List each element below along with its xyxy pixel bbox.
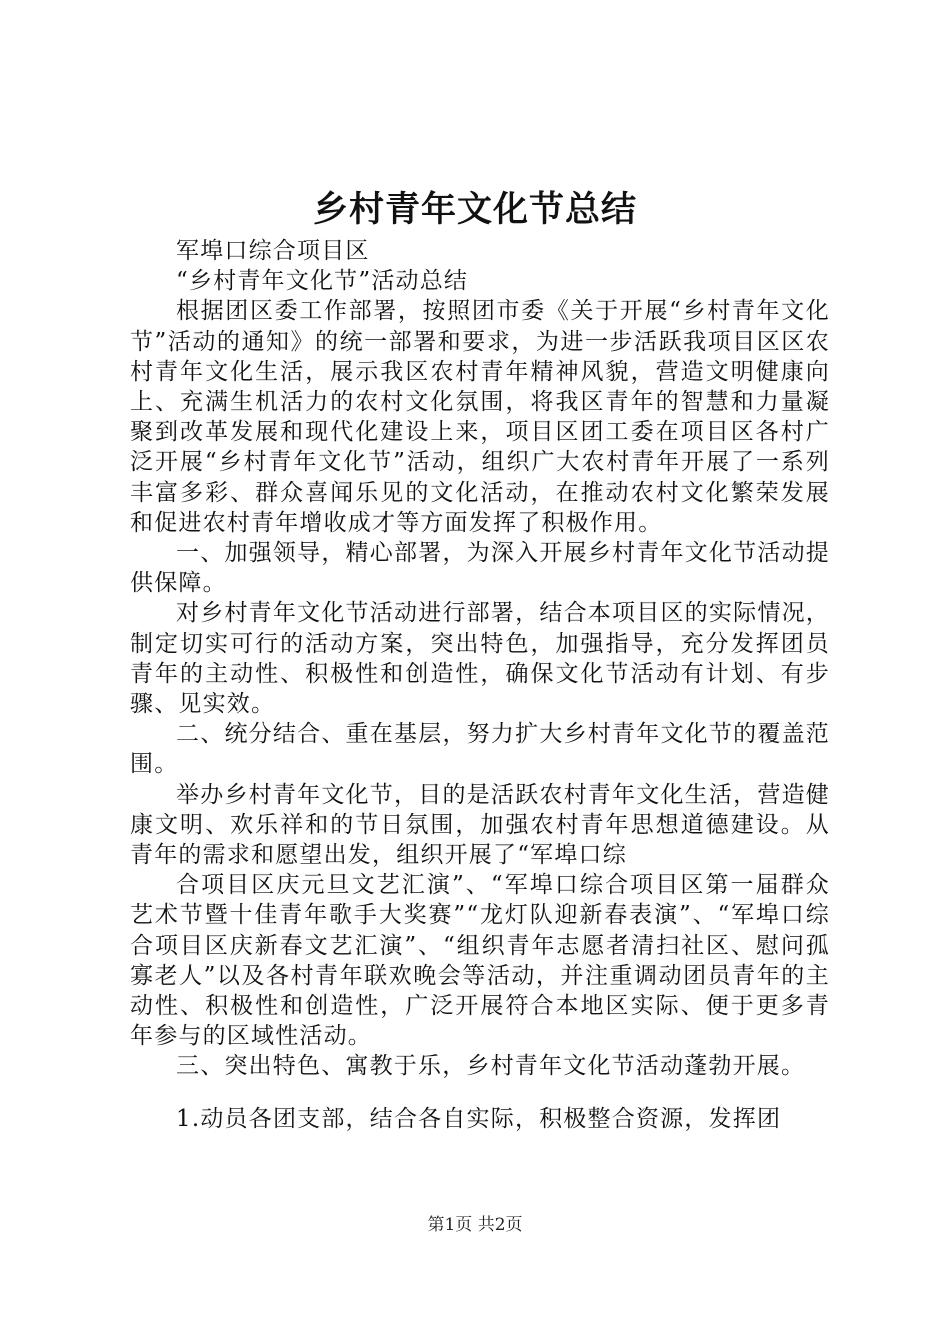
subtitle-line: “乡村青年文化节”活动总结 (176, 268, 469, 295)
document-title: 乡村青年文化节总结 (312, 189, 637, 230)
section-paragraph-2b: 合项目区庆元旦文艺汇演”、“军埠口综合项目区第一届群众艺术节暨十佳青年歌手大奖赛”“龙灯队迎新春表演”、“军埠口综合项目区庆新春文艺汇演”、“组织青年志愿者清扫社区、慰问孤寡老人”以及各村青年联欢晚会等活动，并注重调动团员青年的主动性、积极性和创造性，广泛开展符合本地区实际、便于更多青年参与的区域性活动。 (130, 872, 830, 1050)
section-paragraph-1: 对乡村青年文化节活动进行部署，结合本项目区的实际情况，制定切实可行的活动方案，突出特色，加强指导，充分发挥团员青年的主动性、积极性和创造性，确保文化节活动有计划、有步骤、见实效。 (130, 600, 830, 718)
section-item-1: 1.动员各团支部，结合各自实际，积极整合资源，发挥团 (176, 1105, 782, 1132)
document-body (130, 236, 830, 1134)
section-heading-3: 三、突出特色、寓教于乐，乡村青年文化节活动蓬勃开展。 (176, 1053, 806, 1080)
page-number-footer: 第1页 共2页 (427, 1215, 523, 1235)
section-heading-1: 一、加强领导，精心部署，为深入开展乡村青年文化节活动提供保障。 (130, 540, 830, 597)
section-paragraph-2a: 举办乡村青年文化节，目的是活跃农村青年文化生活，营造健康文明、欢乐祥和的节日氛围，加强农村青年思想道德建设。从青年的需求和愿望出发，组织开展了“军埠口综 (130, 781, 830, 869)
org-name-line: 军埠口综合项目区 (176, 238, 370, 264)
intro-paragraph: 根据团区委工作部署，按照团市委《关于开展“乡村青年文化节”活动的通知》的统一部署和要求，为进一步活跃我项目区区农村青年文化生活，展示我区农村青年精神风貌，营造文明健康向上、充满生机活力的农村文化氛围，将我区青年的智慧和力量凝聚到改革发展和现代化建设上来，项目区团工委在项目区各村广泛开展“乡村青年文化节”活动，组织广大农村青年开展了一系列丰富多彩、群众喜闻乐见的文化活动，在推动农村文化繁荣发展和促进农村青年增收成才等方面发挥了积极作用。 (130, 298, 830, 536)
section-heading-2: 二、统分结合、重在基层，努力扩大乡村青年文化节的覆盖范围。 (130, 721, 830, 778)
